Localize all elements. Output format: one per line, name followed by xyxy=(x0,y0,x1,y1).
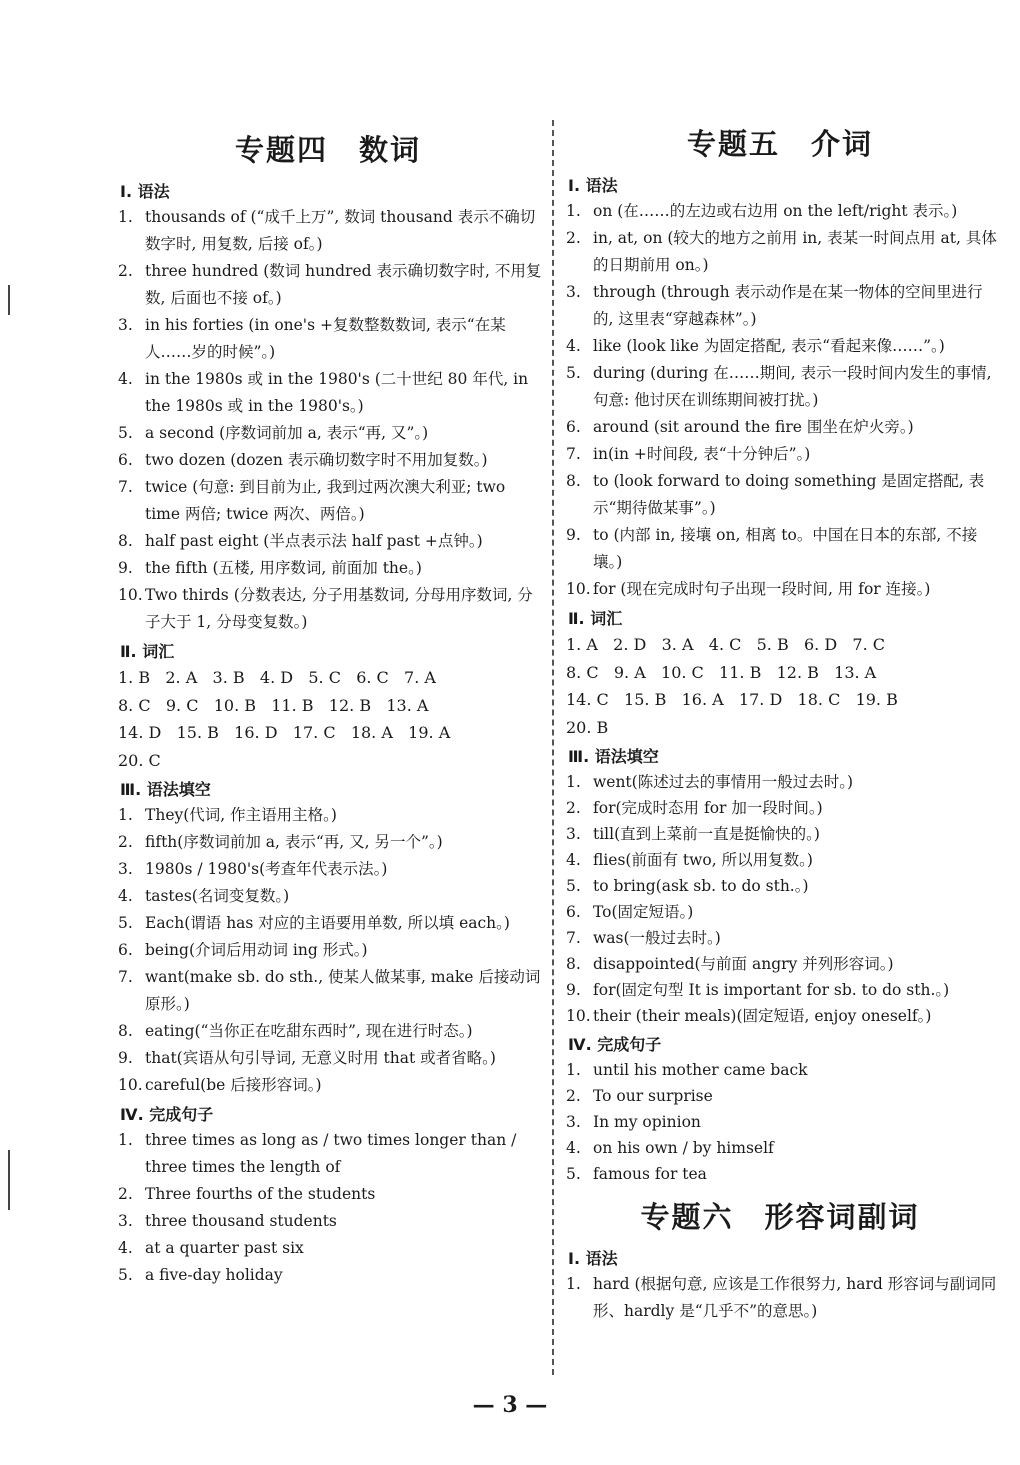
section-fill-blank: Ⅲ. 语法填空 xyxy=(568,747,659,766)
list-item: 2. for(完成时态用 for 加一段时间。) xyxy=(566,799,823,817)
list-item: 4. on his own / by himself xyxy=(566,1139,774,1157)
list-item: 5. Each(谓语 has 对应的主语要用单数, 所以填 each。) xyxy=(118,914,510,932)
page-number: — 3 — xyxy=(472,1392,548,1418)
list-item: 6. being(介词后用动词 ing 形式。) xyxy=(118,941,368,959)
section-grammar: Ⅰ. 语法 xyxy=(568,176,618,195)
list-item: 1. on (在……的左边或右边用 on the left/right 表示。) xyxy=(566,202,958,220)
list-item: 10. their (their meals)(固定短语, enjoy oneself。) xyxy=(566,1007,932,1025)
section-complete-sentences: Ⅳ. 完成句子 xyxy=(568,1035,662,1054)
list-item: 5. famous for tea xyxy=(566,1165,707,1183)
list-item: 5. during (during 在……期间, 表示一段时间内发生的事情, 句意: 他讨厌在训练期间被打扰。) xyxy=(566,364,992,409)
topic-title-prepositions: 专题五 介词 xyxy=(686,127,873,161)
list-item: 4. tastes(名词变复数。) xyxy=(118,887,290,905)
grammar-list xyxy=(562,198,998,603)
list-item: 4. flies(前面有 two, 所以用复数。) xyxy=(566,851,813,869)
answer-row: 1. A 2. D 3. A 4. C 5. B 6. D 7. C xyxy=(566,635,886,654)
fill-list xyxy=(562,769,998,1029)
scan-edge-mark xyxy=(8,285,10,315)
left-column xyxy=(114,118,542,1289)
list-item: 2. three hundred (数词 hundred 表示确切数字时, 不用复数, 后面也不接 of。) xyxy=(118,262,542,307)
list-item: 1. thousands of (“成千上万”, 数词 thousand 表示不确切数字时, 用复数, 后接 of。) xyxy=(118,208,536,253)
list-item: 4. like (look like 为固定搭配, 表示“看起来像……”。) xyxy=(566,337,945,355)
list-item: 3. 1980s / 1980's(考查年代表示法。) xyxy=(118,860,388,878)
list-item: 3. three thousand students xyxy=(118,1212,337,1230)
list-item: 5. a five-day holiday xyxy=(118,1266,283,1284)
list-item: 7. was(一般过去时。) xyxy=(566,929,721,947)
list-item: 3. through (through 表示动作是在某一物体的空间里进行的, 这里表“穿越森林”。) xyxy=(566,283,983,328)
scan-edge-mark xyxy=(8,1150,10,1210)
list-item: 10. careful(be 后接形容词。) xyxy=(118,1076,322,1094)
list-item: 2. in, at, on (较大的地方之前用 in, 表某一时间点用 at, 具体的日期前用 on。) xyxy=(566,229,997,274)
list-item: 6. around (sit around the fire 围坐在炉火旁。) xyxy=(566,418,914,436)
list-item: 4. at a quarter past six xyxy=(118,1239,304,1257)
answer-row: 1. B 2. A 3. B 4. D 5. C 6. C 7. A xyxy=(118,668,436,687)
section-grammar: Ⅰ. 语法 xyxy=(120,182,170,201)
right-column xyxy=(562,112,998,1325)
grammar-list xyxy=(114,204,542,636)
list-item: 9. for(固定句型 It is important for sb. to do sth.。) xyxy=(566,981,950,999)
list-item: 7. twice (句意: 到目前为止, 我到过两次澳大利亚; two time 两倍; twice 两次、两倍。) xyxy=(118,478,506,523)
list-item: 2. Three fourths of the students xyxy=(118,1185,376,1203)
list-item: 8. disappointed(与前面 angry 并列形容词。) xyxy=(566,955,894,973)
list-item: 5. to bring(ask sb. to do sth.。) xyxy=(566,877,809,895)
list-item: 9. that(宾语从句引导词, 无意义时用 that 或者省略。) xyxy=(118,1049,496,1067)
list-item: 8. eating(“当你正在吃甜东西时”, 现在进行时态。) xyxy=(118,1022,473,1040)
answer-row: 20. B xyxy=(566,717,609,737)
list-item: 1. hard (根据句意, 应该是工作很努力, hard 形容词与副词同形、hardly 是“几乎不”的意思。) xyxy=(566,1275,997,1320)
list-item: 6. To(固定短语。) xyxy=(566,903,694,921)
answer-row: 8. C 9. C 10. B 11. B 12. B 13. A xyxy=(118,695,429,715)
topic-title-adjectives-adverbs: 专题六 形容词副词 xyxy=(640,1200,920,1234)
list-item: 7. want(make sb. do sth., 使某人做某事, make 后接动词原形。) xyxy=(118,968,541,1013)
list-item: 3. till(直到上菜前一直是挺愉快的。) xyxy=(566,825,820,843)
list-item: 1. until his mother came back xyxy=(566,1061,808,1079)
fill-list xyxy=(114,802,542,1099)
list-item: 9. the fifth (五楼, 用序数词, 前面加 the。) xyxy=(118,559,422,577)
section-fill-blank: Ⅲ. 语法填空 xyxy=(120,780,211,799)
section-complete-sentences: Ⅳ. 完成句子 xyxy=(120,1105,214,1124)
list-item: 1. went(陈述过去的事情用一般过去时。) xyxy=(566,773,853,791)
list-item: 7. in(in +时间段, 表“十分钟后”。) xyxy=(566,445,811,463)
list-item: 10. Two thirds (分数表达, 分子用基数词, 分母用序数词, 分子大于 1, 分母变复数。) xyxy=(118,586,533,631)
list-item: 5. a second (序数词前加 a, 表示“再, 又”。) xyxy=(118,424,429,442)
answer-row: 8. C 9. A 10. C 11. B 12. B 13. A xyxy=(566,662,877,682)
list-item: 3. in his forties (in one's +复数整数数词, 表示“在某人……岁的时候”。) xyxy=(118,316,506,361)
topic-title-numerals: 专题四 数词 xyxy=(234,133,421,167)
list-item: 9. to (内部 in, 接壤 on, 相离 to。中国在日本的东部, 不接壤。) xyxy=(566,526,978,571)
sentence-list xyxy=(562,1057,998,1187)
section-grammar: Ⅰ. 语法 xyxy=(568,1249,618,1268)
section-vocabulary: Ⅱ. 词汇 xyxy=(120,642,175,661)
list-item: 8. half past eight (半点表示法 half past +点钟。) xyxy=(118,532,483,550)
list-item: 2. fifth(序数词前加 a, 表示“再, 又, 另一个”。) xyxy=(118,833,443,851)
answer-row: 14. D 15. B 16. D 17. C 18. A 19. A xyxy=(118,723,451,742)
answer-row: 20. C xyxy=(118,750,161,770)
section-vocabulary: Ⅱ. 词汇 xyxy=(568,609,623,628)
column-divider xyxy=(552,120,554,1375)
grammar-list xyxy=(562,1271,998,1325)
list-item: 6. two dozen (dozen 表示确切数字时不用加复数。) xyxy=(118,451,488,469)
list-item: 1. three times as long as / two times longer than / three times the length of xyxy=(118,1131,517,1176)
list-item: 1. They(代词, 作主语用主格。) xyxy=(118,806,337,824)
list-item: 4. in the 1980s 或 in the 1980's (二十世纪 80 年代, in the 1980s 或 in the 1980's。) xyxy=(118,370,529,415)
list-item: 10. for (现在完成时句子出现一段时间, 用 for 连接。) xyxy=(566,580,931,598)
list-item: 8. to (look forward to doing something 是固定搭配, 表示“期待做某事”。) xyxy=(566,472,985,517)
list-item: 2. To our surprise xyxy=(566,1087,713,1105)
sentence-list xyxy=(114,1127,542,1289)
answer-row: 14. C 15. B 16. A 17. D 18. C 19. B xyxy=(566,690,898,709)
list-item: 3. In my opinion xyxy=(566,1113,701,1131)
